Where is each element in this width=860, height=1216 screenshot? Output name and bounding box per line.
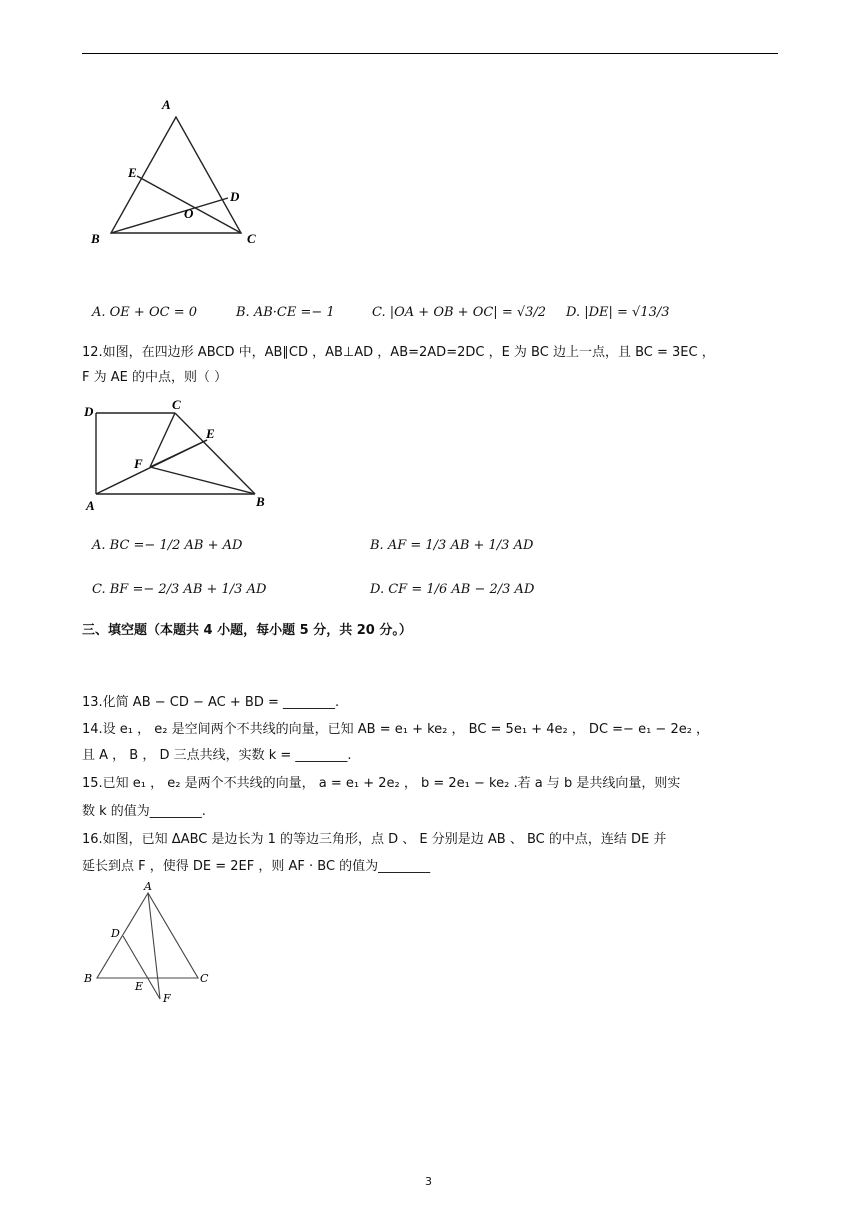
fig1-label-e: E <box>128 165 137 180</box>
fig1-label-c: C <box>247 231 256 246</box>
q11-option-c: C. |OA + OB + OC| = √3/2 <box>372 305 547 320</box>
q12-option-a: A. BC =− 1/2 AB + AD <box>92 538 243 553</box>
figure-quadrilateral-abcd <box>82 395 282 520</box>
fig2-label-c: C <box>172 397 181 412</box>
fig2-label-d: D <box>84 404 94 419</box>
q11-option-a: A. OE + OC = 0 <box>92 305 197 320</box>
q16-stem-line2: 延长到点 F ，使得 DE = 2EF ，则 AF · BC 的值为________ <box>82 859 431 874</box>
figure-triangle-abc-cevians <box>82 95 272 255</box>
fig1-label-d: D <box>230 189 240 204</box>
q14-stem-line2: 且 A ， B ， D 三点共线，实数 k = ________. <box>82 748 352 763</box>
fig2-label-a: A <box>86 498 95 513</box>
q12-stem-line1: 12.如图，在四边形 ABCD 中，AB∥CD ，AB⊥AD ，AB=2AD=2DC ，E 为 BC 边上一点，且 BC = 3EC ， <box>82 345 715 360</box>
fig1-label-o: O <box>184 206 194 221</box>
fig2-label-e: E <box>206 426 215 441</box>
fig3-label-e: E <box>135 980 144 993</box>
q12-option-b: B. AF = 1/3 AB + 1/3 AD <box>370 538 534 553</box>
fig1-label-a: A <box>162 97 171 112</box>
q15-stem-line1: 15.已知 e₁ ， e₂ 是两个不共线的向量， a = e₁ + 2e₂ ， b = 2e₁ − ke₂ .若 a 与 b 是共线向量，则实 <box>82 776 681 791</box>
fig3-label-d: D <box>111 927 120 940</box>
fig3-label-c: C <box>200 972 209 985</box>
fig3-label-f: F <box>163 992 171 1005</box>
q11-option-b: B. AB·CE =− 1 <box>236 305 335 320</box>
q11-option-d: D. |DE| = √13/3 <box>566 305 670 320</box>
fig2-label-f: F <box>134 456 143 471</box>
q12-option-c: C. BF =− 2/3 AB + 1/3 AD <box>92 582 267 597</box>
fig3-label-b: B <box>84 972 93 985</box>
q12-option-d: D. CF = 1/6 AB − 2/3 AD <box>370 582 535 597</box>
q14-stem-line1: 14.设 e₁ ， e₂ 是空间两个不共线的向量，已知 AB = e₁ + ke₂ ， BC = 5e₁ + 4e₂ ， DC =− e₁ − 2e₂ ， <box>82 722 710 737</box>
q13-stem: 13.化简 AB − CD − AC + BD = ________. <box>82 695 340 710</box>
section-heading-fill-in: 三、填空题（本题共 4 小题，每小题 5 分，共 20 分。） <box>82 623 412 638</box>
q15-stem-line2: 数 k 的值为________. <box>82 804 206 819</box>
header-rule <box>82 53 778 54</box>
page-number: 3 <box>425 1175 432 1188</box>
fig1-label-b: B <box>91 231 100 246</box>
q16-stem-line1: 16.如图，已知 ΔABC 是边长为 1 的等边三角形，点 D 、 E 分别是边 AB 、 BC 的中点，连结 DE 并 <box>82 832 667 847</box>
figure-equilateral-triangle-def <box>80 878 220 1008</box>
fig2-label-b: B <box>256 494 265 509</box>
fig3-label-a: A <box>144 880 152 893</box>
q12-stem-line2: F 为 AE 的中点，则（ ） <box>82 370 228 385</box>
